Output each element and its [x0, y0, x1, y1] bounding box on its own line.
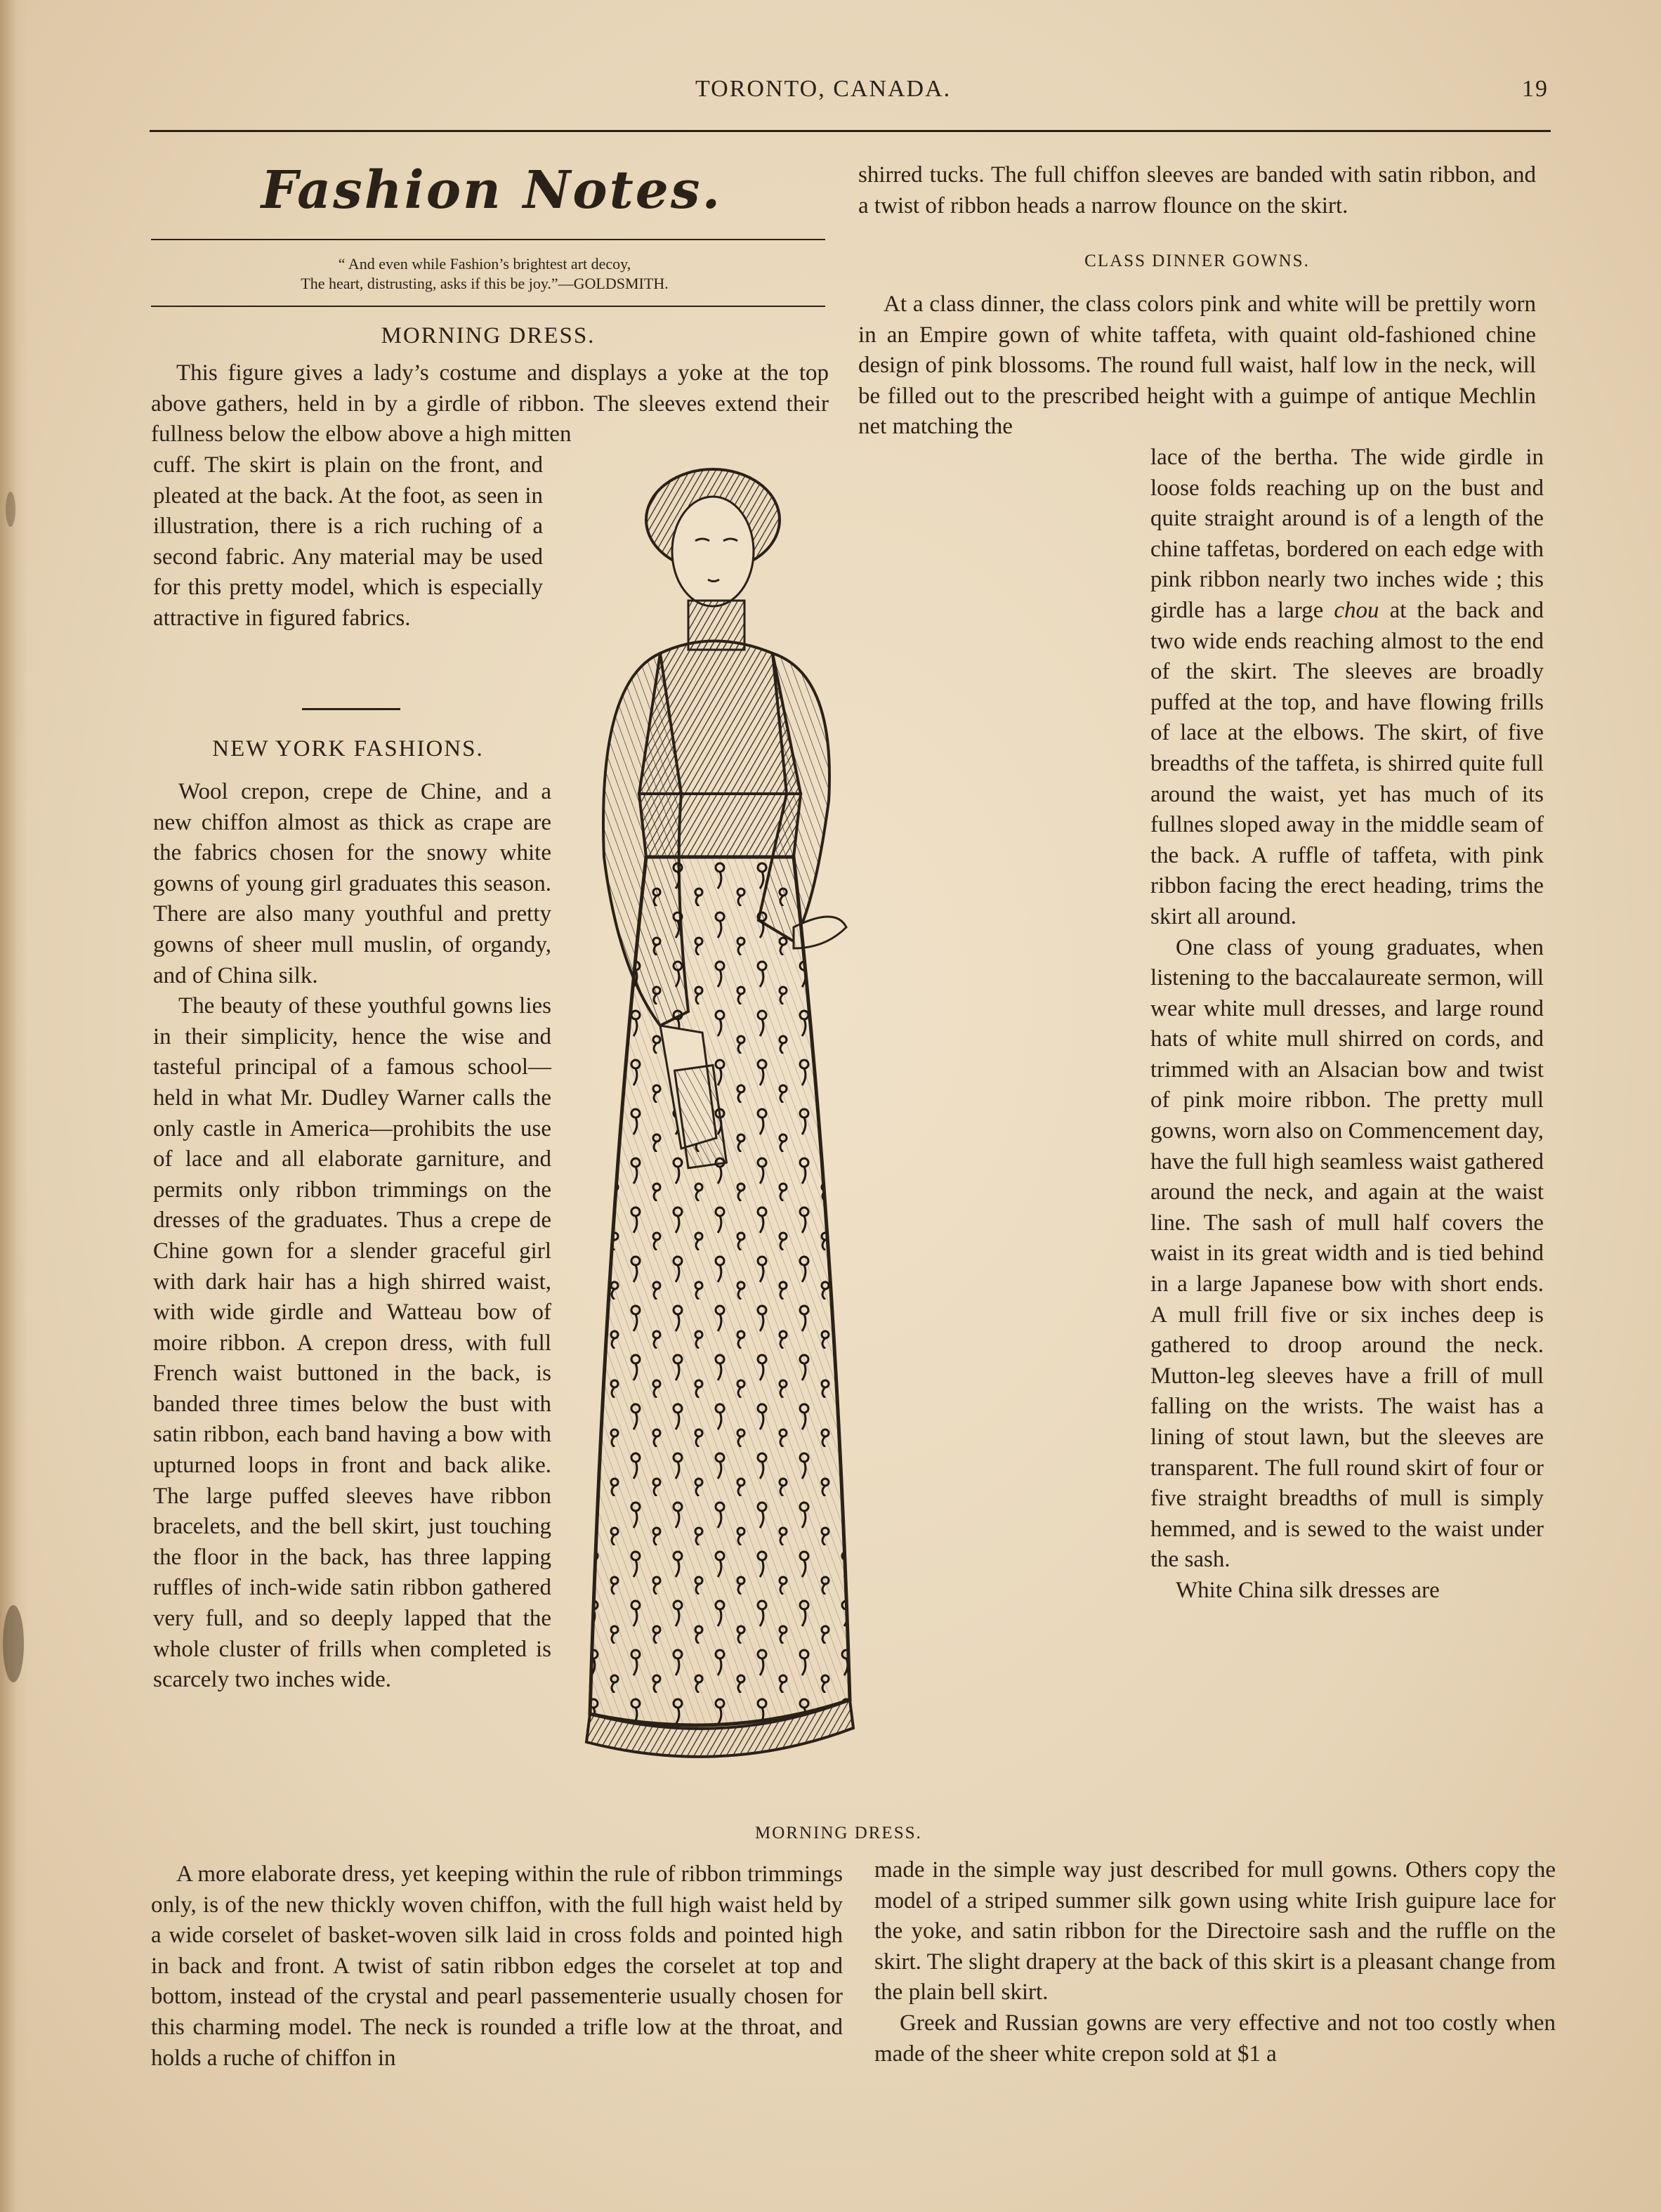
- paragraph: [1150, 443, 1544, 933]
- epigraph-line: The heart, distrusting, asks if this be joy.”—GOLDSMITH.: [301, 275, 669, 292]
- morning-dress-para-wide: [151, 358, 829, 450]
- paragraph: cuff. The skirt is plain on the front, and pleated at the back. At the foot, as seen in illustration, there is a rich ruching of a second fabric. Any material may be used for this pretty model, which is especially attractive in figured fabrics.: [153, 452, 543, 631]
- paragraph: Wool crepon, crepe de Chine, and a new chiffon almost as thick as crape are the fabrics chosen for the snowy white gowns of young girl graduates this season. There are also many youthful and pretty gowns of sheer mull muslin, of organdy, and of China silk.: [153, 779, 551, 988]
- text-run: lace of the bertha. The wide girdle in loose folds reaching up on the bust and quite straight around is of a length of the chine taffetas, bordered on each edge with pink ribbon nearly two inches wide ; this girdle has a large: [1150, 445, 1544, 623]
- new-york-column: [153, 777, 551, 1696]
- paragraph: One class of young graduates, when listening to the baccalaureate sermon, will wear white mull dresses, and large round hats of white mull shirred on cords, and trimmed with an Alsacian bow and twist of pink moire ribbon. The pretty mull gowns, worn also on Commencement day, have the full high seamless waist gathered around the neck, and again at the waist line. The sash of mull half covers the waist in its great width and is tied behind in a large Japanese bow with short ends. A mull frill five or six inches deep is gathered to droop around the neck. Mutton-leg sleeves have a frill of mull falling on the wrists. The waist has a lining of stout lawn, but the sleeves are transparent. The full round skirt of four or five straight breadths of mull is simply hemmed, and is sewed to the waist under the sash.: [1150, 934, 1544, 1573]
- header-rule: [150, 130, 1551, 132]
- paragraph: At a class dinner, the class colors pink and white will be prettily worn in an Empire gown of white taffeta, with quaint old-fashioned chine design of pink blossoms. The round full waist, half low in the neck, will be filled out to the prescribed height with a guimpe of antique Mechlin net matching the: [858, 292, 1536, 440]
- page-stain: [3, 1605, 24, 1682]
- paragraph: White China silk dresses are: [1176, 1577, 1440, 1603]
- paragraph: Greek and Russian gowns are very effective and not too costly when made of the sheer white crepon sold at $1 a: [874, 2010, 1556, 2067]
- epigraph: [176, 254, 794, 294]
- paragraph: This figure gives a lady’s costume and displays a yoke at the top above gathers, held in by a girdle of ribbon. The sleeves extend their fullness below the elbow above a high mitten: [151, 360, 829, 447]
- running-header: [151, 76, 1549, 111]
- figure-caption: MORNING DRESS.: [755, 1824, 922, 1843]
- heading-morning-dress: MORNING DRESS.: [381, 323, 596, 348]
- running-title: TORONTO, CANADA.: [695, 76, 952, 102]
- paragraph: The beauty of these youthful gowns lies in their simplicity, hence the wise and tasteful principal of a famous school—held in what Mr. Dudley Warner calls the only castle in America—prohibits the use of lace and all elaborate garniture, and permits only ribbon trimmings on the dresses of the graduates. Thus a crepe de Chine gown for a slender graceful girl with dark hair has a high shirred waist, with wide girdle and Watteau bow of moire ribbon. A crepon dress, with full French waist buttoned in the back, is banded three times below the bust with satin ribbon, each band having a bow with upturned loops in front and back alike. The large puffed sleeves have ribbon bracelets, and the bell skirt, just touching the floor in the back, has three lapping ruffles of inch-wide satin ribbon gathered very full, and so deeply lapped that the whole cluster of frills when completed is scarcely two inches wide.: [153, 993, 551, 1693]
- epigraph-rule: [151, 306, 825, 307]
- class-dinner-para-narrow: [1150, 443, 1544, 1606]
- morning-dress-para-narrow: [153, 450, 543, 634]
- title-rule: [151, 239, 825, 240]
- morning-dress-illustration: [583, 464, 1117, 1816]
- paragraph: shirred tucks. The full chiffon sleeves are banded with satin ribbon, and a twist of ribbon heads a narrow flounce on the skirt.: [858, 162, 1536, 218]
- italic-word: chou: [1334, 597, 1379, 623]
- class-dinner-para-wide: [858, 289, 1536, 443]
- heading-new-york-fashions: NEW YORK FASHIONS.: [212, 736, 484, 761]
- page-stain: [6, 492, 15, 527]
- binding-edge: [0, 0, 28, 2212]
- page-number: 19: [1522, 76, 1549, 102]
- right-bottom-column: [874, 1855, 1556, 2069]
- epigraph-line: “ And even while Fashion’s brightest art decoy,: [338, 255, 631, 273]
- paragraph: made in the simple way just described for mull gowns. Others copy the model of a striped summer silk gown using white Irish guipure lace for the yoke, and satin ribbon for the Directoire sash and the ruffle on the skirt. The slight drapery at the back of this skirt is a pleasant change from the plain bell skirt.: [874, 1857, 1556, 2005]
- section-title: Fashion Notes.: [261, 160, 723, 221]
- section-divider: [302, 708, 400, 710]
- paragraph: A more elaborate dress, yet keeping within the rule of ribbon trimmings only, is of the new thickly woven chiffon, with the full high waist held by a wide corselet of basket-woven silk laid in cross folds and pointed high in back and front. A twist of satin ribbon edges the corselet at top and bottom, instead of the crystal and pearl passementerie usually chosen for this charming model. The neck is rounded a trifle low at the throat, and holds a ruche of chiffon in: [151, 1861, 843, 2071]
- new-york-bottom-paragraph: [151, 1859, 843, 2074]
- subheading-class-dinner-gowns: CLASS DINNER GOWNS.: [1084, 251, 1310, 270]
- right-column-continuation: [858, 160, 1536, 221]
- text-run: at the back and two wide ends reaching almost to the end of the skirt. The sleeves are broadly puffed at the top, and have flowing frills of lace at the elbows. The skirt, of five breadths of the taffeta, is shirred quite full around the waist, yet has much of its fullnes sloped away in the middle seam of the back. A ruffle of taffeta, with pink ribbon facing the erect heading, trims the skirt all around.: [1150, 597, 1544, 929]
